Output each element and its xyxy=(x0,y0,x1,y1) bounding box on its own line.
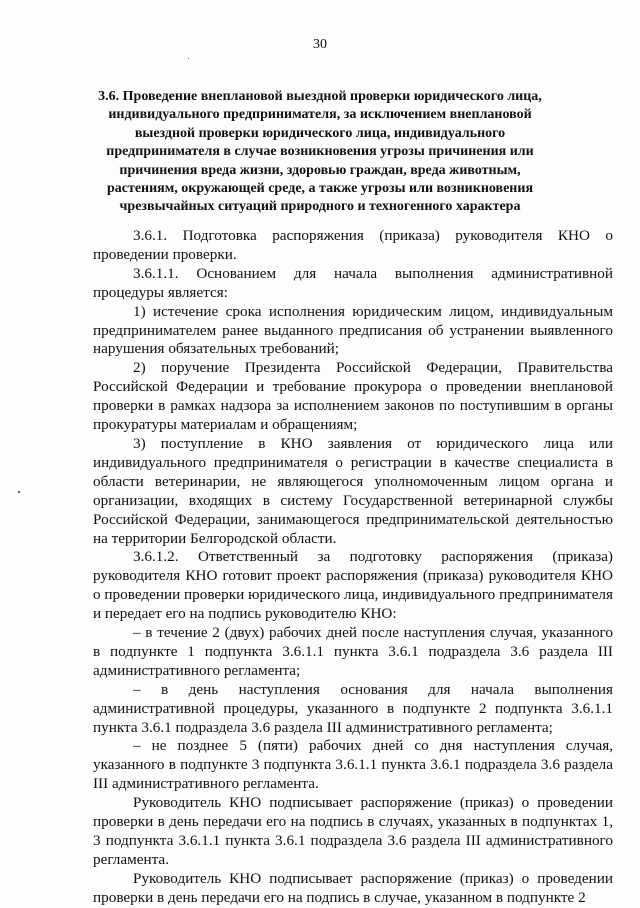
paragraph-3-6-1-2: 3.6.1.2. Ответственный за подготовку распоряжения (приказа) руководителя КНО готовит проект распоряжения (приказа) руководителя КНО о проведении проверки юридического лица, индивидуального предпринимателя и передает его на подпись руководителю КНО: xyxy=(93,548,613,623)
paragraph-signing-2: Руководитель КНО подписывает распоряжение (приказ) о проведении проверки в день передачи его на подпись в случае, указанном в подпункте 2 xyxy=(93,869,613,906)
paragraph-3-6-1-1: 3.6.1.1. Основанием для начала выполнения административной процедуры является: xyxy=(93,264,613,301)
page-number: 30 xyxy=(313,37,327,52)
paragraph-signing-1: Руководитель КНО подписывает распоряжение (приказ) о проведении проверки в день передачи его на подпись в случаях, указанных в подпунктах 1, 3 подпункта 3.6.1.1 пункта 3.6.1 подраздела 3.6 раздела III административного регламента. xyxy=(93,794,613,868)
body-text xyxy=(93,227,613,908)
paragraph-dash-3: – не позднее 5 (пяти) рабочих дней со дня наступления случая, указанного в подпункте 3 подпункта 3.6.1.1 пункта 3.6.1 подраздела 3.6 раздела III административного регламента. xyxy=(93,737,613,793)
paragraph-item-2: 2) поручение Президента Российской Федерации, Правительства Российской Федерации и требование прокурора о проведении внеплановой проверки в рамках надзора за исполнением законов по поступившим в органы прокуратуры материалам и обращениям; xyxy=(93,359,613,434)
scan-speck xyxy=(18,491,20,493)
paragraph-item-3: 3) поступление в КНО заявления от юридического лица или индивидуального предпринимателя о регистрации в качестве специалиста в области ветеринарии, не являющегося уполномоченным лицом органа и организации, входящих в систему Государственной ветеринарной службы Российской Федерации, занимающегося предпринимательской деятельностью на территории Белгородской области. xyxy=(93,434,613,547)
paragraph-item-1: 1) истечение срока исполнения юридическим лицом, индивидуальным предпринимателем ранее выданного предписания об устранении выявленного нарушения обязательных требований; xyxy=(93,302,613,358)
paragraph-dash-2: – в день наступления основания для начала выполнения административной процедуры, указанного в подпункте 2 подпункта 3.6.1.1 пункта 3.6.1 подраздела 3.6 раздела III административного регламента; xyxy=(93,680,613,736)
section-title: 3.6. Проведение внеплановой выездной проверки юридического лица, индивидуального предпринимателя, за исключением внеплановой выездной проверки юридического лица, индивидуального предпринимателя в случае возникновения угрозы причинения или причинения вреда жизни, здоровью граждан, вреда животным, растениям, окружающей среде, а также угрозы или возникновения чрезвычайных ситуаций природного и техногенного характера xyxy=(98,89,542,215)
paragraph-3-6-1: 3.6.1. Подготовка распоряжения (приказа) руководителя КНО о проведении проверки. xyxy=(93,227,613,263)
scan-speck xyxy=(188,58,189,59)
paragraph-dash-1: – в течение 2 (двух) рабочих дней после наступления случая, указанного в подпункте 1 подпункта 3.6.1.1 пункта 3.6.1 подраздела 3.6 раздела III административного регламента; xyxy=(93,624,613,679)
